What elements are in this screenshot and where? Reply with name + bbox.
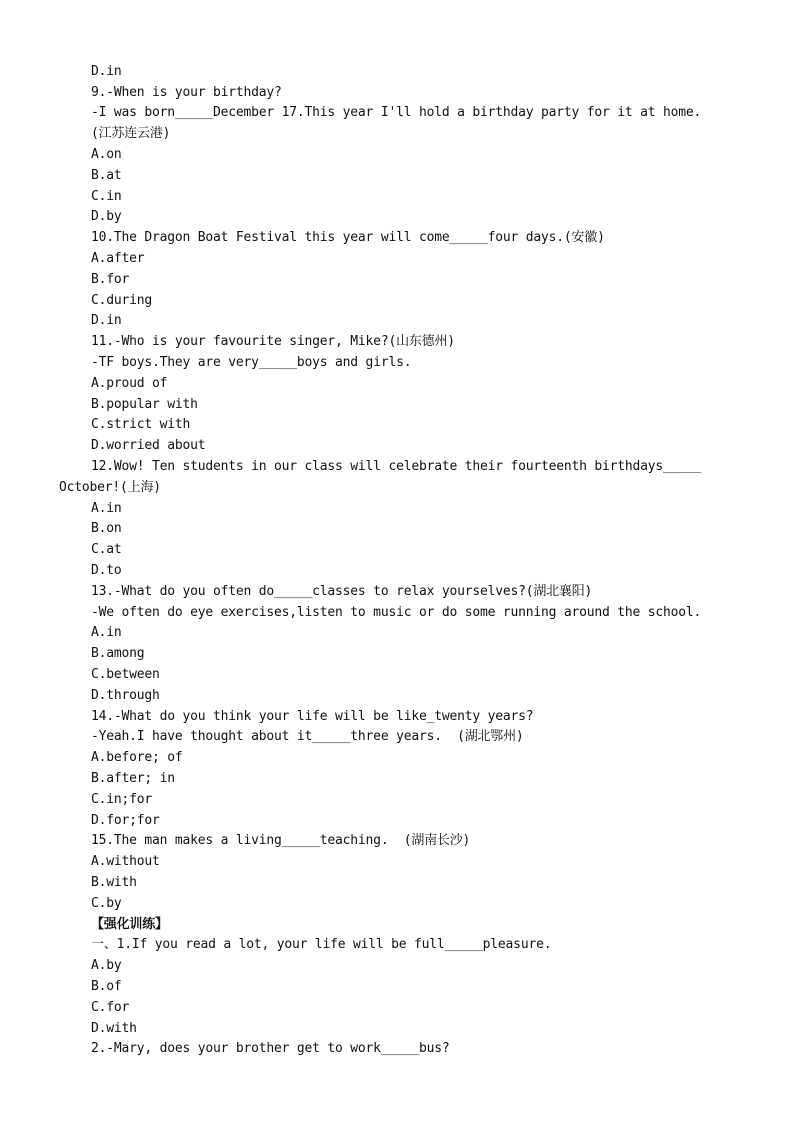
option-c: C.in;for: [91, 792, 153, 807]
question-15: 15.The man makes a living_____teaching. (湖南长沙): [91, 833, 471, 848]
option-a: A.on: [91, 147, 122, 162]
text-line: D.in: [91, 64, 122, 79]
option-a: A.after: [91, 251, 145, 266]
question-12: 12.Wow! Ten students in our class will celebrate their fourteenth birthdays_____: [91, 459, 702, 474]
option-a: A.in: [91, 501, 122, 516]
text-line: -We often do eye exercises,listen to music or do some running around the school.: [91, 605, 702, 620]
option-d: D.for;for: [91, 813, 160, 828]
option-d: D.by: [91, 209, 122, 224]
question-13: 13.-What do you often do_____classes to relax yourselves?(湖北襄阳): [91, 584, 593, 599]
section-heading: 【强化训练】: [91, 917, 168, 932]
option-b: B.after; in: [91, 771, 175, 786]
exercise-2: 2.-Mary, does your brother get to work_____bus?: [91, 1041, 450, 1056]
option-c: C.during: [91, 293, 153, 308]
option-a: A.in: [91, 625, 122, 640]
text-line: -Yeah.I have thought about it_____three years. (湖北鄂州): [91, 729, 524, 744]
option-d: D.in: [91, 313, 122, 328]
option-c: C.for: [91, 1000, 130, 1015]
option-d: D.to: [91, 563, 122, 578]
option-a: A.before; of: [91, 750, 183, 765]
option-b: B.popular with: [91, 397, 198, 412]
text-line: October!(上海): [59, 480, 161, 495]
exercise-1: 一、1.If you read a lot, your life will be full_____pleasure.: [91, 937, 552, 952]
source-note: (江苏连云港): [91, 126, 171, 141]
option-b: B.with: [91, 875, 137, 890]
text-line: -TF boys.They are very_____boys and girls.: [91, 355, 412, 370]
option-b: B.of: [91, 979, 122, 994]
question-10: 10.The Dragon Boat Festival this year will come_____four days.(安徽): [91, 230, 605, 245]
option-b: B.on: [91, 521, 122, 536]
option-c: C.at: [91, 542, 122, 557]
option-c: C.between: [91, 667, 160, 682]
option-d: D.with: [91, 1021, 137, 1036]
option-d: D.through: [91, 688, 160, 703]
question-9: 9.-When is your birthday?: [91, 85, 282, 100]
question-11: 11.-Who is your favourite singer, Mike?(山东德州): [91, 334, 455, 349]
option-c: C.in: [91, 189, 122, 204]
option-c: C.by: [91, 896, 122, 911]
option-b: B.at: [91, 168, 122, 183]
option-a: A.by: [91, 958, 122, 973]
option-a: A.proud of: [91, 376, 168, 391]
question-14: 14.-What do you think your life will be like_twenty years?: [91, 709, 534, 724]
option-d: D.worried about: [91, 438, 206, 453]
option-c: C.strict with: [91, 417, 191, 432]
text-line: -I was born_____December 17.This year I'll hold a birthday party for it at home.: [91, 105, 702, 120]
option-a: A.without: [91, 854, 160, 869]
option-b: B.for: [91, 272, 130, 287]
option-b: B.among: [91, 646, 145, 661]
